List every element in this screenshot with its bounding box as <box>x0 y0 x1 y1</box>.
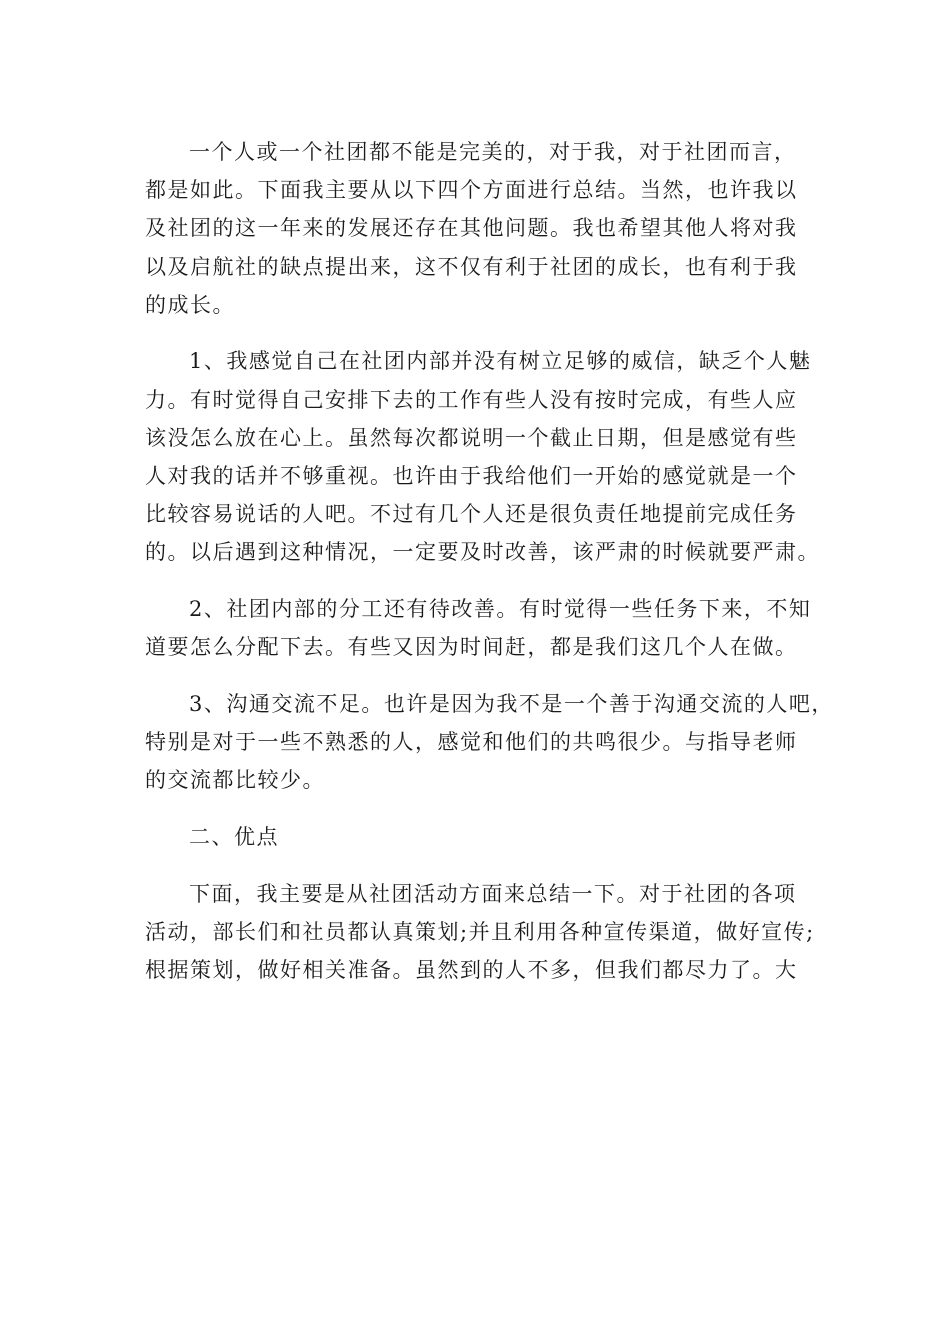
paragraph-line: 活动，部长们和社员都认真策划;并且利用各种宣传渠道，做好宣传; <box>145 919 815 944</box>
paragraph-gap <box>145 666 810 685</box>
paragraph-line: 以及启航社的缺点提出来，这不仅有利于社团的成长，也有利于我 <box>145 254 798 279</box>
paragraph-point-2 <box>145 590 810 666</box>
paragraph-gap <box>145 572 810 591</box>
section-heading: 二、优点 <box>189 825 279 849</box>
paragraph-line: 一个人或一个社团都不能是完美的，对于我，对于社团而言， <box>189 140 797 164</box>
paragraph-line: 人对我的话并不够重视。也许由于我给他们一开始的感觉就是一个 <box>145 464 798 488</box>
paragraph-point-1 <box>145 342 820 571</box>
paragraph-strengths <box>145 875 815 990</box>
paragraph-line: 特别是对于一些不熟悉的人，感觉和他们的共鸣很少。与指导老师 <box>145 730 798 755</box>
paragraph-line: 该没怎么放在心上。虽然每次都说明一个截止日期，但是感觉有些 <box>145 425 798 450</box>
paragraph-point-3 <box>145 685 834 800</box>
paragraph-line: 下面，我主要是从社团活动方面来总结一下。对于社团的各项 <box>189 881 797 906</box>
section-heading-strengths <box>145 818 810 856</box>
paragraph-line: 1、我感觉自己在社团内部并没有树立足够的威信，缺乏个人魅 <box>189 349 812 374</box>
paragraph-line: 都是如此。下面我主要从以下四个方面进行总结。当然，也许我以 <box>145 178 798 203</box>
document-body <box>145 133 834 989</box>
paragraph-line: 及社团的这一年来的发展还存在其他问题。我也希望其他人将对我 <box>145 216 798 241</box>
paragraph-line: 根据策划，做好相关准备。虽然到的人不多，但我们都尽力了。大 <box>145 958 798 983</box>
paragraph-line: 道要怎么分配下去。有些又因为时间赶，都是我们这几个人在做。 <box>145 635 798 660</box>
paragraph-line: 的交流都比较少。 <box>145 768 325 793</box>
paragraph-line: 3、沟通交流不足。也许是因为我不是一个善于沟通交流的人吧， <box>189 691 834 716</box>
paragraph-gap <box>145 800 810 819</box>
paragraph-line: 2、社团内部的分工还有待改善。有时觉得一些任务下来，不知 <box>189 597 812 622</box>
paragraph-gap <box>145 324 810 343</box>
paragraph-intro <box>145 133 810 324</box>
paragraph-gap <box>145 856 810 875</box>
paragraph-line: 力。有时觉得自己安排下去的工作有些人没有按时完成，有些人应 <box>145 387 798 412</box>
paragraph-line: 的成长。 <box>145 292 235 317</box>
paragraph-line: 的。以后遇到这种情况，一定要及时改善，该严肃的时候就要严肃。 <box>145 540 820 565</box>
paragraph-line: 比较容易说话的人吧。不过有几个人还是很负责任地提前完成任务 <box>145 502 798 527</box>
